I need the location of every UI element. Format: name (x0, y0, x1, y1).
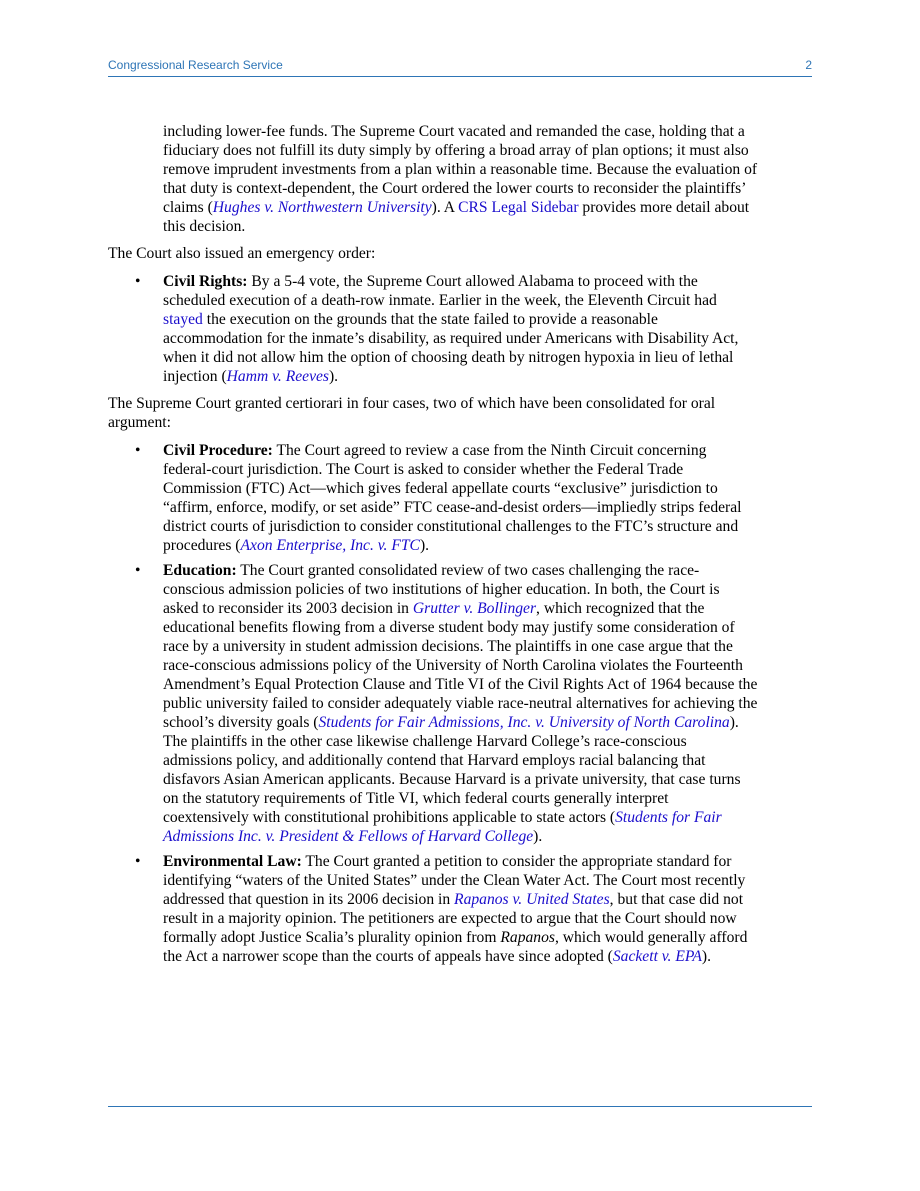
sackett-link[interactable]: Sackett v. EPA (612, 948, 702, 965)
stayed-link[interactable]: stayed (163, 311, 203, 328)
list-item-environmental-law: • Environmental Law: The Court granted a petition to consider the appropriate standard for identifying “waters of the United States” under the Clean Water Act. The Court most recently addressed that question in its 2006 decision in Rapanos v. United States, but that case did not result in a majority opinion. The petitioners are expected to argue that the Court should now formally adopt Justice Scalia’s plurality opinion from Rapanos, which would generally afford the Act a narrower scope than the courts of appeals have since adopted (Sackett v. EPA). (135, 853, 748, 965)
header-source: Congressional Research Service (108, 58, 283, 72)
continued-paragraph: including lower-fee funds. The Supreme Court vacated and remanded the case, holding that a fiduciary does not fulfill its duty simply by offering a broad array of plan options; it must also remove imprudent investments from a plan within a reasonable time. Because the evaluation of that duty is context-dependent, the Court ordered the lower courts to reconsider the plaintiffs’ claims (Hughes v. Northwestern University). A CRS Legal Sidebar provides more detail about this decision. (163, 123, 758, 235)
list-item-civil-rights: • Civil Rights: By a 5-4 vote, the Supreme Court allowed Alabama to proceed with the scheduled execution of a death-row inmate. Earlier in the week, the Eleventh Circuit had stayed the execution on the grounds that the state failed to provide a reasonable accommodation for the inmate’s disability, as required under Americans with Disability Act, when it did not allow him the option of choosing death by nitrogen hypoxia in lieu of lethal injection (Hamm v. Reeves). (135, 273, 739, 385)
list-item-civil-procedure: • Civil Procedure: The Court agreed to review a case from the Ninth Circuit concerning federal-court jurisdiction. The Court is asked to consider whether the Federal Trade Commission (FTC) Act—which gives federal appellate courts “exclusive” jurisdiction to “affirm, enforce, modify, or set aside” FTC cease-and-desist orders—impliedly strips federal district courts of jurisdiction to consider constitutional challenges to the FTC’s structure and procedures (Axon Enterprise, Inc. v. FTC). (135, 442, 742, 554)
item-label: Environmental Law: (163, 853, 302, 870)
document-body (108, 122, 758, 972)
rapanos-italic: Rapanos (500, 929, 555, 946)
axon-link[interactable]: Axon Enterprise, Inc. v. FTC (240, 537, 420, 554)
bullet-icon: • (135, 853, 141, 870)
list-item-education: • Education: The Court granted consolidated review of two cases challenging the race-conscious admission policies of two institutions of higher education. In both, the Court is asked to reconsider its 2003 decision in Grutter v. Bollinger, which recognized that the educational benefits flowing from a diverse student body may justify some consideration of race by a university in student admission decisions. The plaintiffs in one case argue that the race-conscious admissions policy of the University of North Carolina violates the Fourteenth Amendment’s Equal Protection Clause and Title VI of the Civil Rights Act of 1964 because the public university failed to consider adequately viable race-neutral alternatives for achieving the school’s diversity goals (Students for Fair Admissions, Inc. v. University of North Carolina). The plaintiffs in the other case likewise challenge Harvard College’s race-conscious admissions policy, and additionally contend that Harvard employs racial balancing that disfavors Asian American applicants. Because Harvard is a private university, that case turns on the statutory requirements of Title VI, which federal courts generally interpret coextensively with constitutional prohibitions applicable to state actors (Students for Fair Admissions Inc. v. President & Fellows of Harvard College). (135, 562, 758, 845)
bullet-icon: • (135, 273, 141, 290)
hamm-v-reeves-link[interactable]: Hamm v. Reeves (226, 368, 329, 385)
grutter-link[interactable]: Grutter v. Bollinger (412, 600, 537, 617)
sffa-harvard-link[interactable]: Students for Fair Admissions Inc. v. President & Fellows of Harvard College (163, 809, 722, 845)
hughes-link[interactable]: Hughes v. Northwestern University (212, 199, 432, 216)
footer-rule (108, 1106, 812, 1107)
emergency-order-intro: The Court also issued an emergency order: (108, 245, 376, 262)
bullet-icon: • (135, 442, 141, 459)
page-header (108, 57, 812, 77)
item-label: Civil Rights: (163, 273, 248, 290)
certiorari-list (108, 441, 758, 966)
rapanos-link[interactable]: Rapanos v. United States (454, 891, 610, 908)
page-number: 2 (805, 58, 812, 72)
item-label: Civil Procedure: (163, 442, 273, 459)
bullet-icon: • (135, 562, 141, 579)
emergency-list (108, 272, 758, 386)
certiorari-intro: The Supreme Court granted certiorari in four cases, two of which have been consolidated for oral argument: (108, 395, 716, 431)
sffa-unc-link[interactable]: Students for Fair Admissions, Inc. v. University of North Carolina (318, 714, 730, 731)
item-label: Education: (163, 562, 237, 579)
crs-legal-sidebar-link[interactable]: CRS Legal Sidebar (458, 199, 579, 216)
